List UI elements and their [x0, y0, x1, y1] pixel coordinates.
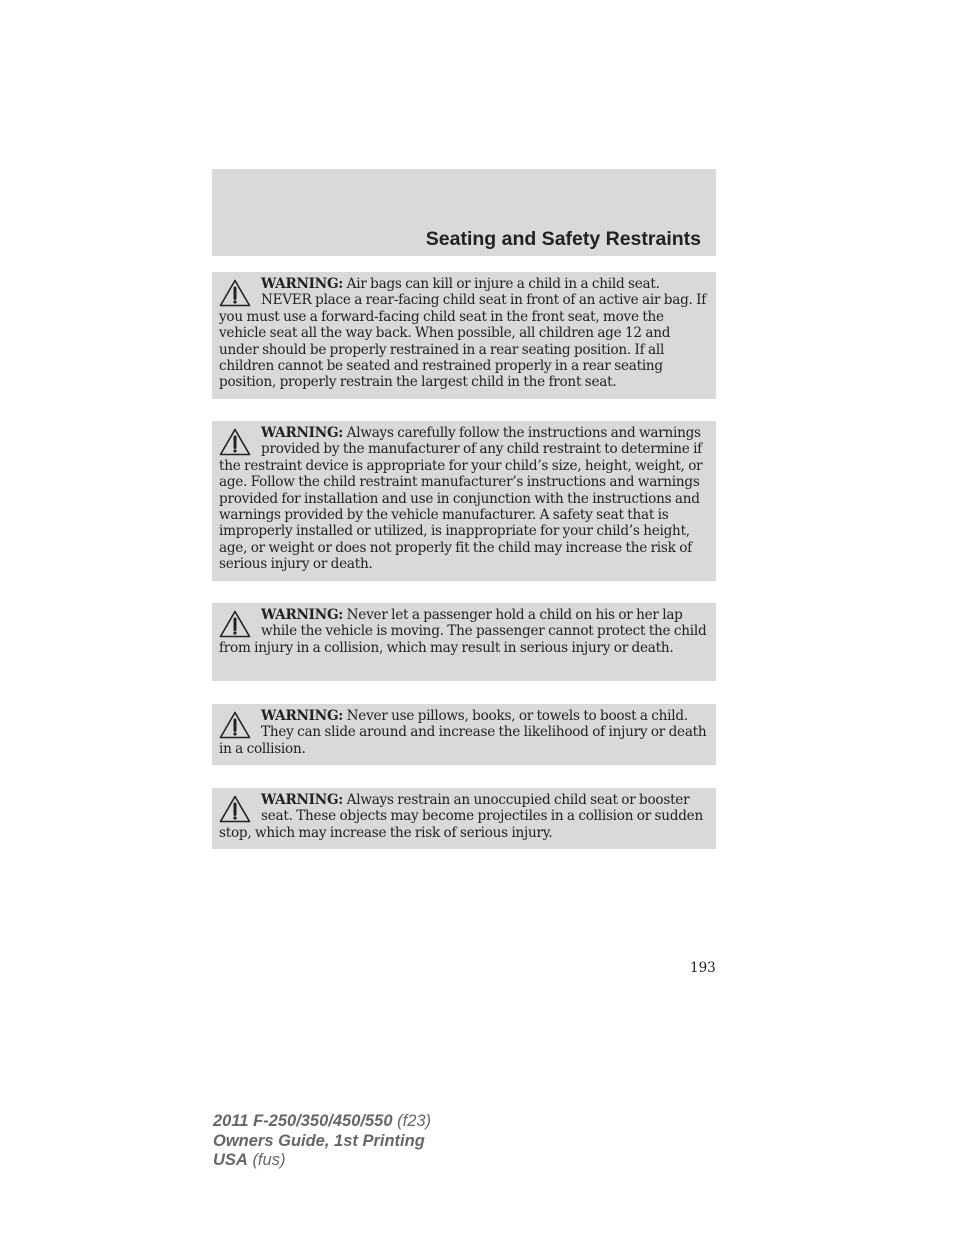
warning-triangle-icon: [219, 428, 251, 456]
warning-triangle-icon: [219, 711, 251, 739]
footer-market-code: (fus): [252, 1151, 286, 1169]
warning-body: Never let a passenger hold a child on his or her lap while the vehicle is moving. The passenger cannot protect the child from injury in a collision, which may result in serious injury or death.: [219, 607, 707, 656]
warning-body: Air bags can kill or injure a child in a child seat. NEVER place a rear-facing child seat in front of an active air bag. If you must use a forward-facing child seat in the front seat, move the vehicle seat all the way back. When possible, all children age 12 and under should be properly restrained in a rear seating position. If all children cannot be seated and restrained properly in a rear seating position, properly restrain the largest child in the front seat.: [219, 276, 707, 391]
warning-label: WARNING:: [261, 708, 344, 724]
warning-box: [212, 603, 716, 681]
warning-label: WARNING:: [261, 792, 344, 808]
warning-box: [212, 421, 716, 581]
warning-triangle-icon: [219, 610, 251, 638]
document-footer: [213, 1112, 431, 1171]
footer-guide: Owners Guide, 1st Printing: [213, 1131, 425, 1150]
warning-triangle-icon: [219, 279, 251, 307]
warning-box: [212, 272, 716, 399]
page-number: 193: [690, 960, 716, 976]
footer-model-code: (f23): [397, 1112, 432, 1130]
warning-text: [219, 425, 709, 573]
warning-box: [212, 704, 716, 765]
warning-text: [219, 276, 709, 391]
warning-label: WARNING:: [261, 425, 344, 441]
warning-box: [212, 788, 716, 849]
footer-guide-line: [213, 1132, 431, 1152]
footer-market: USA: [213, 1151, 248, 1169]
warning-body: Always restrain an unoccupied child seat or booster seat. These objects may become projectiles in a collision or sudden stop, which may increase the risk of serious injury.: [219, 792, 703, 841]
footer-model: 2011 F-250/350/450/550: [213, 1112, 393, 1130]
warning-label: WARNING:: [261, 607, 344, 623]
warning-body: Never use pillows, books, or towels to boost a child. They can slide around and increase the likelihood of injury or death in a collision.: [219, 708, 707, 757]
warning-triangle-icon: [219, 795, 251, 823]
section-header: [212, 169, 716, 256]
warning-label: WARNING:: [261, 276, 344, 292]
warning-text: [219, 708, 709, 757]
warning-text: [219, 792, 709, 841]
section-title: Seating and Safety Restraints: [425, 228, 701, 250]
footer-model-line: [213, 1112, 431, 1132]
warning-text: [219, 607, 709, 656]
footer-market-line: [213, 1151, 431, 1171]
warning-body: Always carefully follow the instructions and warnings provided by the manufacturer of any child restraint to determine if the restraint device is appropriate for your child’s size, height, weight, or age. Follow the child restraint manufacturer’s instructions and warnings provided for installation and use in conjunction with the instructions and warnings provided by the vehicle manufacturer. A safety seat that is improperly installed or utilized, is inappropriate for your child’s height, age, or weight or does not properly fit the child may increase the risk of serious injury or death.: [219, 425, 703, 573]
